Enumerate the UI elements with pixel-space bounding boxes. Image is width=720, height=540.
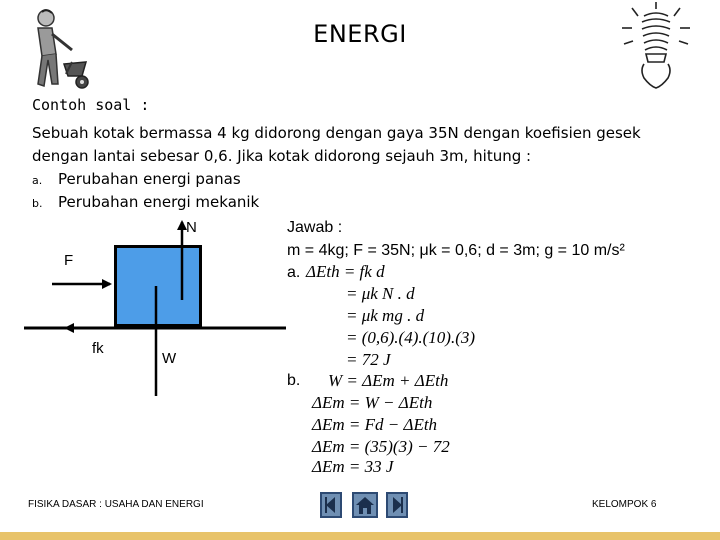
part-a-marker: a. [287,264,301,281]
answer-heading: Jawab : [287,219,343,236]
previous-arrow-icon [322,494,340,516]
problem-line-1: Sebuah kotak bermassa 4 kg didorong dengan gaya 35N dengan koefisien gesek [32,124,641,142]
label-w: W [162,350,177,367]
part-b-line-2: ΔEm = W − ΔEth [312,393,433,412]
page-title: ENERGI [313,20,407,48]
part-a-line-4: = (0,6).(4).(10).(3) [346,328,476,347]
part-b-line-1: W = ΔEm + ΔEth [328,371,449,390]
lightbulb-icon [620,2,692,94]
label-n: N [186,219,197,236]
label-fk: fk [92,340,104,357]
home-icon [354,494,376,516]
next-button[interactable] [386,492,408,518]
footer-course: FISIKA DASAR : USAHA DAN ENERGI [28,499,204,510]
part-b-line-5: ΔEm = 33 J [312,457,394,476]
item-a-text: Perubahan energi panas [58,170,241,188]
part-b-marker: b. [287,372,301,389]
item-b-marker: b. [32,197,43,210]
part-a-line-3: = μk mg . d [346,306,425,325]
bottom-bar [0,532,720,540]
problem-heading: Contoh soal : [32,96,150,114]
part-a-line-1: ΔEth = fk d [306,262,385,281]
problem-line-2: dengan lantai sebesar 0,6. Jika kotak didorong sejauh 3m, hitung : [32,147,532,165]
label-f: F [64,252,74,269]
answer-given: m = 4kg; F = 35N; μk = 0,6; d = 3m; g = 10 m/s² [287,242,625,259]
previous-button[interactable] [320,492,342,518]
next-arrow-icon [388,494,406,516]
footer-group: KELOMPOK 6 [592,499,657,510]
part-b-line-3: ΔEm = Fd − ΔEth [312,415,438,434]
part-a-line-5: = 72 J [346,350,391,369]
home-button[interactable] [352,492,378,518]
item-b-text: Perubahan energi mekanik [58,193,260,211]
item-a-marker: a. [32,174,43,187]
part-b-line-4: ΔEm = (35)(3) − 72 [312,437,450,456]
part-a-line-2: = μk N . d [346,284,415,303]
force-diagram [0,0,300,410]
